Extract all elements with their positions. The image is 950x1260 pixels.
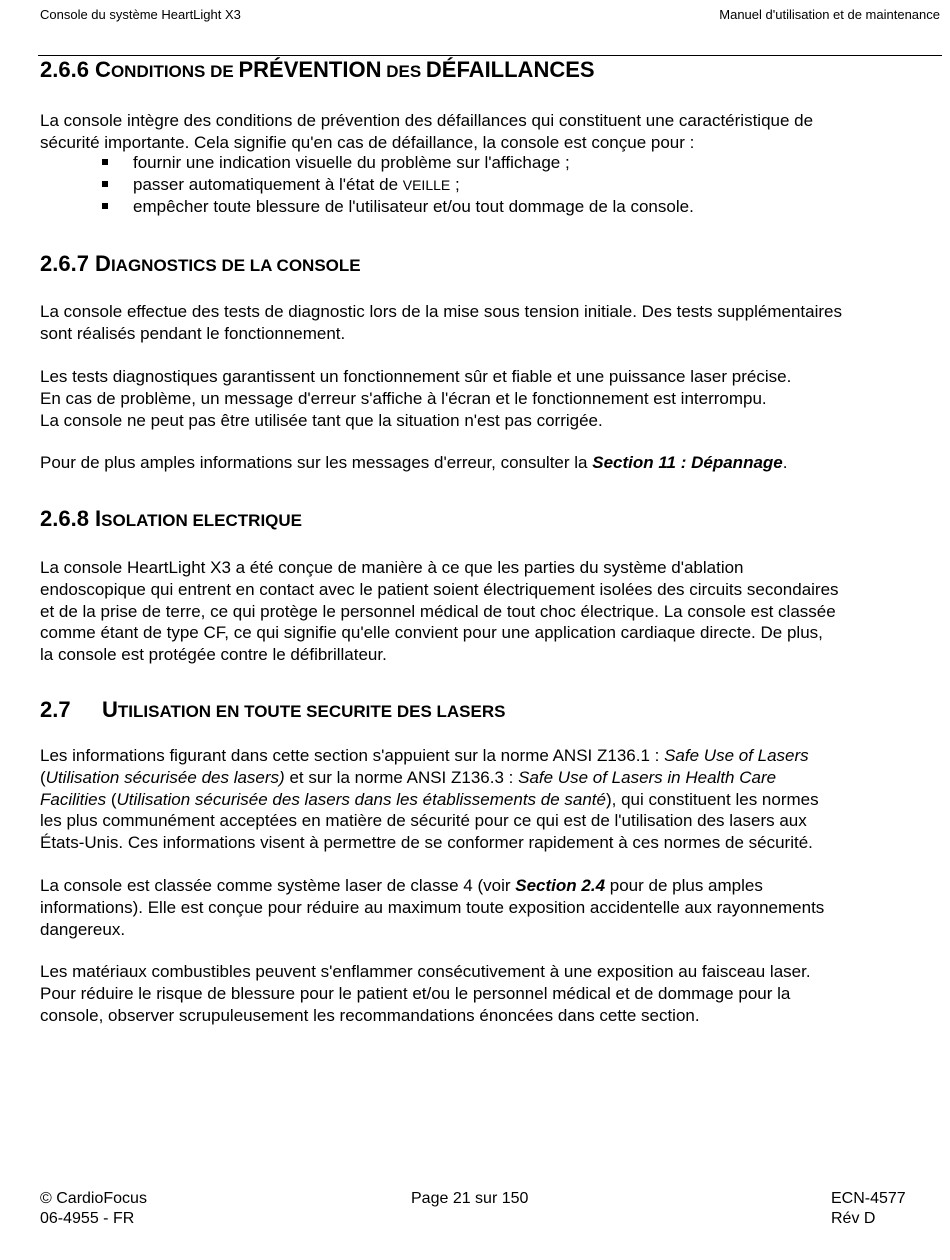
list-item: passer automatiquement à l'état de VEILLE ; <box>103 174 694 196</box>
bullet-square-icon <box>102 203 108 209</box>
bullet-list-2-6-6 <box>103 152 694 218</box>
list-item: empêcher toute blessure de l'utilisateur et/ou tout dommage de la console. <box>103 196 694 218</box>
paragraph-2-7-c: Les matériaux combustibles peuvent s'enflammer consécutivement à une exposition au faisceau laser. Pour réduire le risque de blessure pour le patient et/ou le personnel médical et de dommage pour la console, observer scrupuleusement les recommandations énoncées dans cette section. <box>40 962 811 1025</box>
paragraph-2-6-8: La console HeartLight X3 a été conçue de manière à ce que les parties du système d'ablation endoscopique qui entrent en contact avec le patient soient électriquement isolées des circuits secondaires et de la prise de terre, ce qui protège le personnel médical de tout choc électrique. La console est classée comme étant de type CF, ce qui signifie qu'elle convient pour une application cardiaque directe. De plus, la console est protégée contre le défibrillateur. <box>40 558 839 665</box>
section-11-reference: Section 11 : Dépannage <box>592 453 783 472</box>
footer-left: © CardioFocus 06-4955 - FR <box>40 1190 147 1227</box>
bullet-square-icon <box>102 181 108 187</box>
paragraph-2-7-b: La console est classée comme système laser de classe 4 (voir Section 2.4 pour de plus amples informations). Elle est conçue pour réduire au maximum toute exposition accidentelle aux rayonnements dangereux. <box>40 876 825 939</box>
list-item: fournir une indication visuelle du problème sur l'affichage ; <box>103 152 694 174</box>
running-header-left: Console du système HeartLight X3 <box>40 7 241 22</box>
header-rule <box>38 55 942 56</box>
paragraph-2-7-a: Les informations figurant dans cette section s'appuient sur la norme ANSI Z136.1 : Safe Use of Lasers (Utilisation sécurisée des lasers) et sur la norme ANSI Z136.3 : Safe Use of Lasers in Health Care Facilities (Utilisation sécurisée des lasers dans les établissements de santé), qui constituent les normes les plus communément acceptées en matière de sécurité pour ce qui est de l'utilisation des lasers aux États-Unis. Ces informations visent à permettre de se conformer rapidement à ces normes de sécurité. <box>40 746 819 853</box>
bullet-square-icon <box>102 159 108 165</box>
section-2-4-reference: Section 2.4 <box>515 876 606 895</box>
heading-2-6-7: 2.6.7 DIAGNOSTICS DE LA CONSOLE <box>40 251 361 276</box>
paragraph-2-6-7-a: La console effectue des tests de diagnostic lors de la mise sous tension initiale. Des tests supplémentaires sont réalisés pendant le fonctionnement. <box>40 302 842 343</box>
page-number: Page 21 sur 150 <box>411 1190 529 1207</box>
heading-2-7: 2.7 UTILISATION EN TOUTE SECURITE DES LASERS <box>40 697 506 722</box>
paragraph-2-6-7-b: Les tests diagnostiques garantissent un fonctionnement sûr et fiable et une puissance laser précise. En cas de problème, un message d'erreur s'affiche à l'écran et le fonctionnement est interrompu. La console ne peut pas être utilisée tant que la situation n'est pas corrigée. <box>40 367 792 430</box>
running-header-right: Manuel d'utilisation et de maintenance <box>719 7 940 22</box>
footer-right: ECN-4577 Rév D <box>831 1190 906 1227</box>
paragraph-2-6-7-c: Pour de plus amples informations sur les messages d'erreur, consulter la Section 11 : Dépannage. <box>40 453 788 472</box>
heading-2-6-6: 2.6.6 CONDITIONS DE PRÉVENTION DES DÉFAILLANCES <box>40 57 595 82</box>
heading-2-6-8: 2.6.8 ISOLATION ELECTRIQUE <box>40 506 303 531</box>
paragraph-2-6-6: La console intègre des conditions de prévention des défaillances qui constituent une caractéristique de sécurité importante. Cela signifie qu'en cas de défaillance, la console est conçue pour : <box>40 111 814 152</box>
